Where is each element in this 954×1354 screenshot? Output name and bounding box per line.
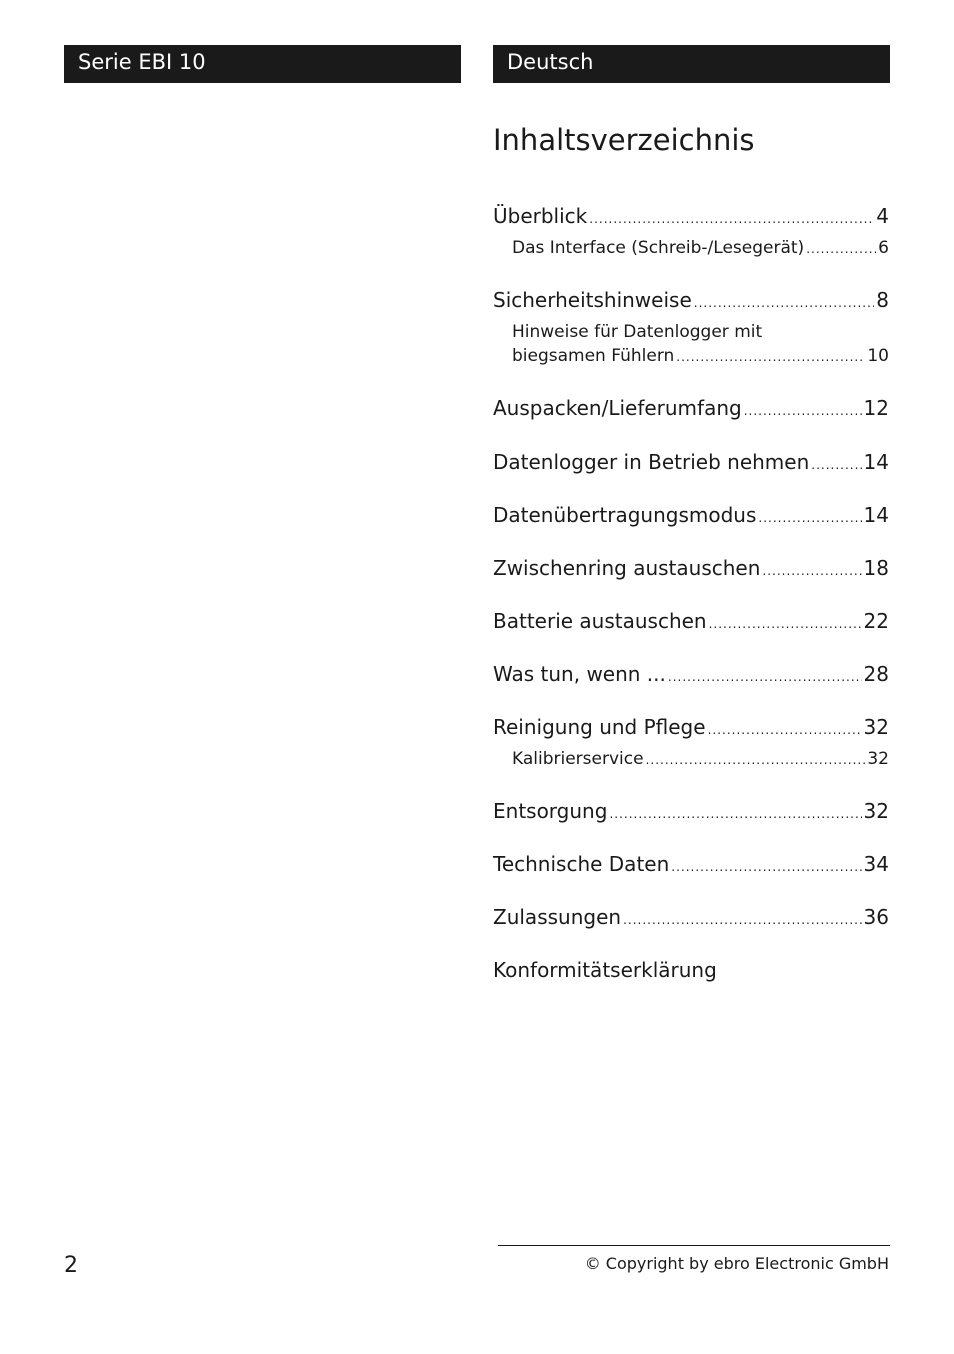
toc-leader-dots [694, 289, 875, 317]
toc-leader-dots [623, 906, 861, 934]
toc-entry-title: Auspacken/Lieferumfang [493, 396, 742, 420]
toc-entry-title: Technische Daten [493, 852, 670, 876]
toc-entry-reinigung[interactable] [493, 713, 889, 744]
toc-entry-page: 6 [878, 238, 889, 258]
toc-subentry-kalibrierservice[interactable] [512, 747, 889, 772]
toc-entry-page: 14 [863, 503, 889, 527]
toc-entry-page: 36 [863, 905, 889, 929]
toc-entry-title: Datenlogger in Betrieb nehmen [493, 450, 810, 474]
toc-entry-zwischenring[interactable] [493, 554, 889, 585]
toc-leader-dots [609, 800, 861, 828]
toc-leader-dots [744, 397, 862, 425]
toc-entry-title: biegsamen Fühlern [512, 346, 675, 366]
toc-entry-konformitaet[interactable] [493, 956, 889, 984]
toc-entry-was-tun[interactable] [493, 660, 889, 691]
toc-entry-title: Was tun, wenn ... [493, 662, 666, 686]
toc-entry-sicherheitshinweise[interactable] [493, 286, 889, 317]
language-header-bar [493, 45, 890, 83]
toc-leader-dots [671, 853, 861, 881]
toc-entry-entsorgung[interactable] [493, 797, 889, 828]
toc-entry-auspacken[interactable] [493, 394, 889, 425]
toc-leader-dots [589, 205, 874, 233]
toc-entry-page: 14 [863, 450, 889, 474]
toc-entry-zulassungen[interactable] [493, 903, 889, 934]
toc-entry-inbetriebnahme[interactable] [493, 448, 889, 479]
toc-entry-page: 28 [863, 662, 889, 686]
toc-entry-page: 10 [867, 346, 889, 366]
toc-leader-dots [668, 663, 862, 691]
toc-subentry-interface[interactable] [512, 236, 889, 261]
page-number: 2 [64, 1253, 78, 1278]
toc-entry-title: Konformitätserklärung [493, 958, 717, 982]
toc-entry-title: Kalibrierservice [512, 749, 644, 769]
toc-entry-ueberblick[interactable] [493, 202, 889, 233]
toc-leader-dots [811, 451, 861, 479]
toc-entry-title: Batterie austauschen [493, 609, 707, 633]
toc-entry-title: Zulassungen [493, 905, 622, 929]
toc-entry-title: Das Interface (Schreib-/Lesegerät) [512, 238, 805, 258]
toc-entry-datenuebertragung[interactable] [493, 501, 889, 532]
footer-divider [498, 1245, 890, 1246]
series-header-bar [64, 45, 461, 83]
toc-entry-batterie[interactable] [493, 607, 889, 638]
toc-entry-page: 32 [867, 749, 889, 769]
toc-entry-title: Zwischenring austauschen [493, 556, 761, 580]
toc-entry-title: Entsorgung [493, 799, 608, 823]
toc-entry-title: Überblick [493, 204, 588, 228]
toc-leader-dots [708, 716, 862, 744]
series-label: Serie EBI 10 [78, 50, 206, 74]
toc-entry-technische-daten[interactable] [493, 850, 889, 881]
toc-entry-page: 32 [863, 799, 889, 823]
toc-entry-page: 4 [876, 204, 889, 228]
toc-subentry-hinweise[interactable] [512, 344, 889, 369]
toc-entry-title: Datenübertragungsmodus [493, 503, 757, 527]
toc-leader-dots [646, 748, 866, 772]
toc-entry-page: 32 [863, 715, 889, 739]
toc-subentry-hinweise-line1[interactable]: Hinweise für Datenlogger mit [512, 322, 763, 342]
toc-entry-page: 12 [863, 396, 889, 420]
toc-leader-dots [758, 504, 861, 532]
toc-leader-dots [709, 610, 862, 638]
copyright-notice: © Copyright by ebro Electronic GmbH [584, 1254, 889, 1273]
toc-leader-dots [676, 345, 865, 369]
toc-leader-dots [762, 557, 861, 585]
toc-heading: Inhaltsverzeichnis [493, 123, 755, 157]
toc-leader-dots [806, 237, 876, 261]
language-label: Deutsch [507, 50, 594, 74]
toc-entry-page: 34 [863, 852, 889, 876]
toc-entry-page: 18 [863, 556, 889, 580]
toc-entry-title: Sicherheitshinweise [493, 288, 692, 312]
toc-entry-page: 22 [863, 609, 889, 633]
toc-entry-page: 8 [876, 288, 889, 312]
toc-entry-title: Reinigung und Pflege [493, 715, 706, 739]
